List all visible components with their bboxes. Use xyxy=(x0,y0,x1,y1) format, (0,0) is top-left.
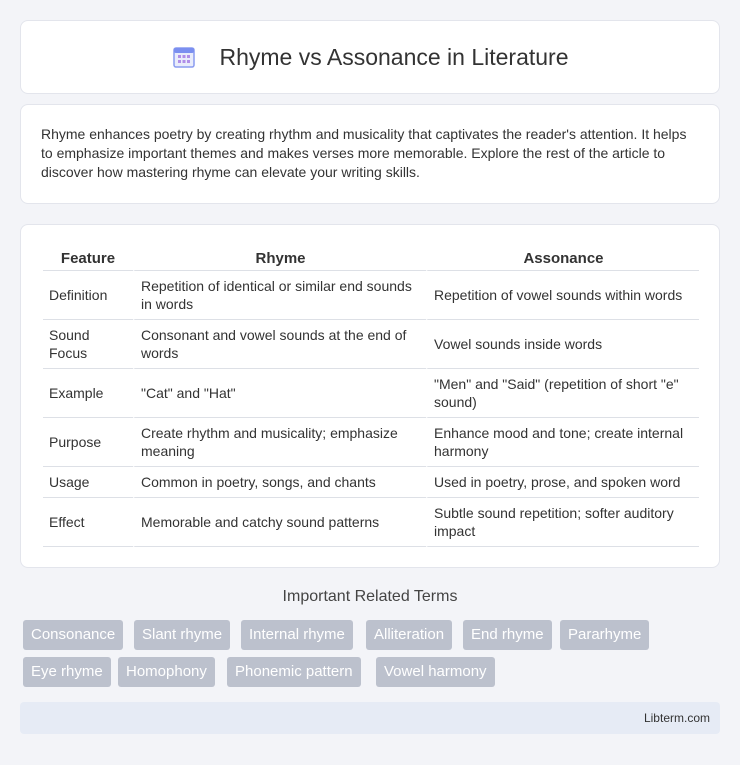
column-header: Assonance xyxy=(426,247,699,271)
table-cell: Memorable and catchy sound patterns xyxy=(133,498,426,547)
column-header: Feature xyxy=(43,247,133,271)
footer xyxy=(20,702,720,734)
table-cell: Create rhythm and musicality; emphasize meaning xyxy=(133,418,426,467)
table-cell: Used in poetry, prose, and spoken word xyxy=(426,467,699,498)
footer-link[interactable]: Libterm.com xyxy=(643,711,710,725)
table-cell: Purpose xyxy=(43,418,133,467)
table-cell: Repetition of identical or similar end sounds in words xyxy=(133,271,426,320)
header-card xyxy=(20,20,720,94)
related-terms-title: Important Related Terms xyxy=(282,588,458,605)
comparison-table xyxy=(43,247,699,547)
table-cell: Repetition of vowel sounds within words xyxy=(426,271,699,320)
table-cell: Sound Focus xyxy=(43,320,133,369)
tag-consonance[interactable]: Consonance xyxy=(23,620,123,650)
table-cell: Subtle sound repetition; softer auditory impact xyxy=(426,498,699,547)
table-cell: Example xyxy=(43,369,133,418)
table-row xyxy=(43,467,699,498)
intro-card xyxy=(20,104,720,204)
tag-homophony[interactable]: Homophony xyxy=(118,657,215,687)
table-header-row xyxy=(43,247,699,271)
tag-internal-rhyme[interactable]: Internal rhyme xyxy=(241,620,353,650)
tag-alliteration[interactable]: Alliteration xyxy=(366,620,452,650)
table-row xyxy=(43,369,699,418)
page-title: Rhyme vs Assonance in Literature xyxy=(219,43,569,70)
table-row xyxy=(43,271,699,320)
table-cell: Consonant and vowel sounds at the end of words xyxy=(133,320,426,369)
tag-pararhyme[interactable]: Pararhyme xyxy=(560,620,649,650)
table-row xyxy=(43,498,699,547)
table-cell: Vowel sounds inside words xyxy=(426,320,699,369)
table-row xyxy=(43,418,699,467)
column-header: Rhyme xyxy=(133,247,426,271)
table-cell: "Men" and "Said" (repetition of short "e" sound) xyxy=(426,369,699,418)
table-cell: Effect xyxy=(43,498,133,547)
calendar-icon xyxy=(171,44,197,70)
tag-vowel-harmony[interactable]: Vowel harmony xyxy=(376,657,495,687)
tag-slant-rhyme[interactable]: Slant rhyme xyxy=(134,620,230,650)
table-cell: Definition xyxy=(43,271,133,320)
tag-end-rhyme[interactable]: End rhyme xyxy=(463,620,552,650)
tag-eye-rhyme[interactable]: Eye rhyme xyxy=(23,657,111,687)
tag-phonemic-pattern[interactable]: Phonemic pattern xyxy=(227,657,361,687)
comparison-table-card xyxy=(20,224,720,568)
intro-text: Rhyme enhances poetry by creating rhythm and musicality that captivates the reader's attention. It helps to emphasize important themes and makes verses more memorable. Explore the rest of the article to discover how mastering rhyme can elevate your writing skills. xyxy=(41,126,687,180)
table-row xyxy=(43,320,699,369)
table-cell: "Cat" and "Hat" xyxy=(133,369,426,418)
table-cell: Enhance mood and tone; create internal harmony xyxy=(426,418,699,467)
table-cell: Common in poetry, songs, and chants xyxy=(133,467,426,498)
table-cell: Usage xyxy=(43,467,133,498)
